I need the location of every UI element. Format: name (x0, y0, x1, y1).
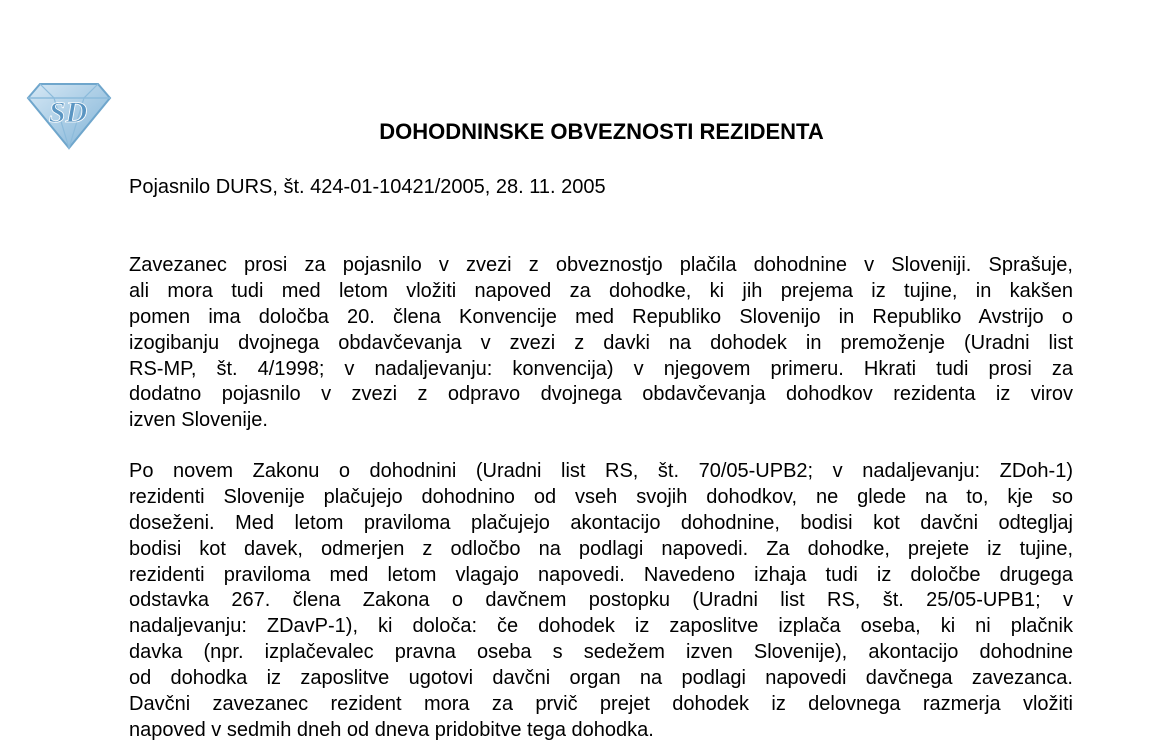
paragraph-line: bodisi kot davek, odmerjen z odločbo na podlagi napovedi. Za dohodke, prejete iz tujine, (129, 537, 1073, 560)
paragraph-line: rezidenti praviloma med letom vlagajo napovedi. Navedeno izhaja tudi iz določbe drugega (129, 563, 1073, 586)
paragraph-2 (129, 459, 1073, 744)
paragraph-line: dodatno pojasnilo v zvezi z odpravo dvojnega obdavčevanja dohodkov rezidenta iz virov (129, 383, 1073, 406)
paragraph-line: doseženi. Med letom praviloma plačujejo akontacijo dohodnine, bodisi kot davčni odtegljaj (129, 511, 1073, 534)
paragraph-line: od dohodka iz zaposlitve ugotovi davčni organ na podlagi napovedi davčnega zavezanca. (129, 667, 1073, 690)
paragraph-line: odstavka 267. člena Zakona o davčnem postopku (Uradni list RS, št. 25/05-UPB1; v (129, 589, 1073, 612)
paragraph-line: izogibanju dvojnega obdavčevanja v zvezi z davki na dohodek in premoženje (Uradni list (129, 331, 1073, 354)
paragraph-1 (129, 253, 1073, 434)
logo-monogram: SD (48, 96, 88, 129)
paragraph-line: izven Slovenije. (129, 409, 268, 432)
paragraph-line: davka (npr. izplačevalec pravna oseba s sedežem izven Slovenije), akontacijo dohodnine (129, 641, 1073, 664)
paragraph-line: ali mora tudi med letom vložiti napoved za dohodke, ki jih prejema iz tujine, in kakšen (129, 279, 1073, 302)
paragraph-line: Davčni zavezanec rezident mora za prvič prejet dohodek iz delovnega razmerja vložiti (129, 693, 1073, 716)
paragraph-line: RS-MP, št. 4/1998; v nadaljevanju: konvencija) v njegovem primeru. Hkrati tudi prosi za (129, 357, 1073, 380)
paragraph-line: nadaljevanju: ZDavP-1), ki določa: če dohodek iz zaposlitve izplača oseba, ki ni plačnik (129, 615, 1073, 638)
paragraph-line: napoved v sedmih dneh od dneva pridobitve tega dohodka. (129, 718, 654, 741)
paragraph-line: rezidenti Slovenije plačujejo dohodnino od vseh svojih dohodkov, ne glede na to, kje so (129, 485, 1073, 508)
paragraph-line: Po novem Zakonu o dohodnini (Uradni list RS, št. 70/05-UPB2; v nadaljevanju: ZDoh-1) (129, 460, 1073, 482)
paragraph-line: pomen ima določba 20. člena Konvencije med Republiko Slovenijo in Republiko Avstrijo o (129, 305, 1073, 328)
document-reference: Pojasnilo DURS, št. 424-01-10421/2005, 28. 11. 2005 (129, 176, 606, 198)
paragraph-line: Zavezanec prosi za pojasnilo v zvezi z obveznostjo plačila dohodnine v Sloveniji. Sprašuje, (129, 254, 1073, 276)
document-title: DOHODNINSKE OBVEZNOSTI REZIDENTA (379, 119, 824, 144)
